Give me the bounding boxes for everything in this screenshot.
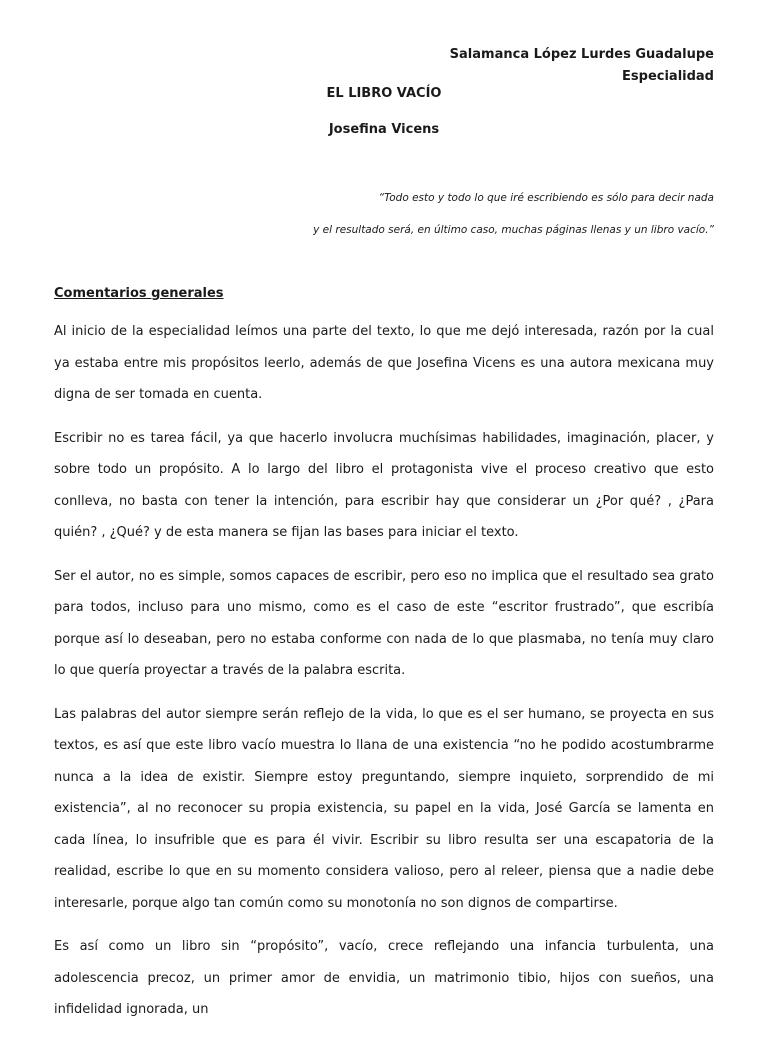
- book-author: Josefina Vicens: [328, 122, 440, 137]
- author-block: [450, 44, 714, 88]
- paragraph-5: Es así como un libro sin “propósito”, vacío, crece reflejando una infancia turbulenta, una adolescencia precoz, un primer amor de envidia, un matrimonio tibio, hijos con sueños, una infidelidad ignorada, un: [54, 939, 714, 1017]
- body-text: [54, 316, 714, 1038]
- program-name: Especialidad: [622, 69, 714, 84]
- section-heading: Comentarios generales: [54, 286, 224, 301]
- paragraph-3: Ser el autor, no es simple, somos capaces de escribir, pero eso no implica que el resultado sea grato para todos, incluso para uno mismo, como es el caso de este “escritor frustrado”, que escribía porque así lo deseaban, pero no estaba conforme con nada de lo que plasmaba, no tenía muy claro lo que quería proyectar a través de la palabra escrita.: [54, 568, 714, 678]
- epigraph-line-1: “Todo esto y todo lo que iré escribiendo es sólo para decir nada: [378, 192, 714, 204]
- paragraph-4: Las palabras del autor siempre serán reflejo de la vida, lo que es el ser humano, se proyecta en sus textos, es así que este libro vacío muestra lo llana de una existencia “no he podido acostumbrarme nunca a la idea de existir. Siempre estoy preguntando, siempre inquieto, sorprendido de mi existencia”, al no reconocer su propia existencia, su papel en la vida, José García se lamenta en cada línea, lo insufrible que es para él vivir. Escribir su libro resulta ser una escapatoria de la realidad, escribe lo que en su momento considera valioso, pero al releer, piensa que a nadie debe interesarle, porque algo tan común como su monotonía no son dignos de compartirse.: [54, 706, 714, 911]
- paragraph-1: Al inicio de la especialidad leímos una parte del texto, lo que me dejó interesada, razón por la cual ya estaba entre mis propósitos leerlo, además de que Josefina Vicens es una autora mexicana muy digna de ser tomada en cuenta.: [54, 324, 714, 402]
- paragraph-2: Escribir no es tarea fácil, ya que hacerlo involucra muchísimas habilidades, imaginación, placer, y sobre todo un propósito. A lo largo del libro el protagonista vive el proceso creativo que esto conlleva, no basta con tener la intención, para escribir hay que considerar un ¿Por qué? , ¿Para quién? , ¿Qué? y de esta manera se fijan las bases para iniciar el texto.: [54, 430, 714, 540]
- author-name: Salamanca López Lurdes Guadalupe: [449, 47, 714, 62]
- epigraph-line-2: y el resultado será, en último caso, muchas páginas llenas y un libro vacío.”: [313, 224, 714, 236]
- document-title: EL LIBRO VACÍO: [326, 86, 442, 101]
